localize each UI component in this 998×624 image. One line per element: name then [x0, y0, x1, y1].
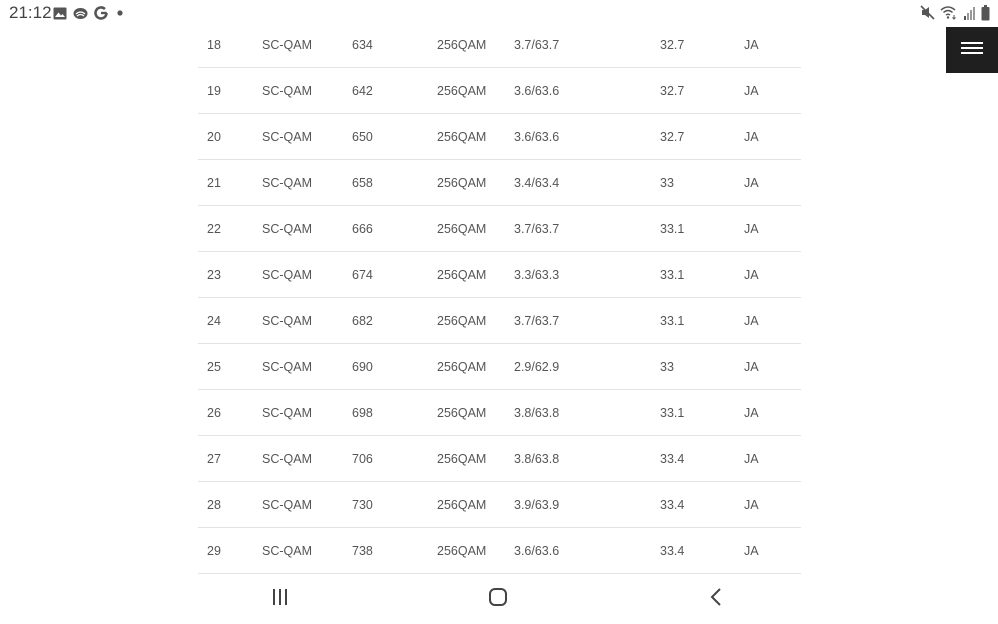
modulation-cell: 256QAM	[437, 114, 514, 160]
snr-cell: 33.4	[660, 482, 744, 528]
snr-cell: 32.7	[660, 22, 744, 68]
mute-icon	[920, 5, 935, 20]
locked-cell: JA	[744, 436, 801, 482]
table-row	[198, 68, 801, 114]
channel-type-cell: SC-QAM	[262, 344, 352, 390]
table-row	[198, 114, 801, 160]
modulation-cell: 256QAM	[437, 206, 514, 252]
channel-id-cell: 28	[198, 482, 262, 528]
snr-cell: 33.4	[660, 528, 744, 574]
locked-cell: JA	[744, 206, 801, 252]
locked-cell: JA	[744, 68, 801, 114]
system-icons	[920, 4, 990, 21]
navigation-bar	[0, 574, 998, 624]
table-row	[198, 390, 801, 436]
channel-id-cell: 18	[198, 22, 262, 68]
channel-type-cell: SC-QAM	[262, 160, 352, 206]
google-icon	[94, 6, 108, 20]
power-level-cell: 3.8/63.8	[514, 390, 660, 436]
back-icon	[709, 587, 723, 612]
frequency-cell: 674	[352, 252, 437, 298]
table-row	[198, 22, 801, 68]
channel-id-cell: 23	[198, 252, 262, 298]
modulation-cell: 256QAM	[437, 298, 514, 344]
power-level-cell: 3.7/63.7	[514, 22, 660, 68]
modulation-cell: 256QAM	[437, 482, 514, 528]
modulation-cell: 256QAM	[437, 68, 514, 114]
home-icon	[488, 587, 508, 612]
table-row	[198, 160, 801, 206]
channel-id-cell: 29	[198, 528, 262, 574]
channel-id-cell: 24	[198, 298, 262, 344]
snr-cell: 33	[660, 344, 744, 390]
frequency-cell: 658	[352, 160, 437, 206]
table-row	[198, 206, 801, 252]
channel-id-cell: 19	[198, 68, 262, 114]
modulation-cell: 256QAM	[437, 390, 514, 436]
channel-type-cell: SC-QAM	[262, 68, 352, 114]
table-row	[198, 528, 801, 574]
channel-type-cell: SC-QAM	[262, 114, 352, 160]
power-level-cell: 3.3/63.3	[514, 252, 660, 298]
home-button[interactable]	[484, 586, 512, 612]
power-level-cell: 3.7/63.7	[514, 298, 660, 344]
channel-id-cell: 20	[198, 114, 262, 160]
modulation-cell: 256QAM	[437, 344, 514, 390]
snr-cell: 32.7	[660, 68, 744, 114]
power-level-cell: 3.6/63.6	[514, 528, 660, 574]
cloud-icon	[73, 7, 88, 20]
channel-type-cell: SC-QAM	[262, 298, 352, 344]
battery-icon	[981, 5, 990, 21]
snr-cell: 33.1	[660, 390, 744, 436]
frequency-cell: 634	[352, 22, 437, 68]
frequency-cell: 706	[352, 436, 437, 482]
locked-cell: JA	[744, 160, 801, 206]
wifi-icon	[940, 5, 958, 20]
frequency-cell: 682	[352, 298, 437, 344]
notification-icons	[53, 5, 126, 21]
locked-cell: JA	[744, 528, 801, 574]
snr-cell: 33.1	[660, 206, 744, 252]
modulation-cell: 256QAM	[437, 436, 514, 482]
channel-type-cell: SC-QAM	[262, 482, 352, 528]
channel-id-cell: 21	[198, 160, 262, 206]
modulation-cell: 256QAM	[437, 22, 514, 68]
status-time: 21:12	[9, 3, 52, 22]
locked-cell: JA	[744, 114, 801, 160]
channel-type-cell: SC-QAM	[262, 390, 352, 436]
snr-cell: 33.1	[660, 252, 744, 298]
menu-button[interactable]	[946, 27, 998, 73]
frequency-cell: 730	[352, 482, 437, 528]
recent-apps-icon	[272, 588, 288, 611]
table-row	[198, 344, 801, 390]
frequency-cell: 666	[352, 206, 437, 252]
channel-id-cell: 25	[198, 344, 262, 390]
frequency-cell: 650	[352, 114, 437, 160]
power-level-cell: 3.8/63.8	[514, 436, 660, 482]
power-level-cell: 3.9/63.9	[514, 482, 660, 528]
back-button[interactable]	[702, 586, 730, 612]
table-row	[198, 482, 801, 528]
channel-id-cell: 22	[198, 206, 262, 252]
frequency-cell: 738	[352, 528, 437, 574]
channel-type-cell: SC-QAM	[262, 206, 352, 252]
signal-icon	[963, 6, 976, 20]
snr-cell: 33.4	[660, 436, 744, 482]
channel-table	[198, 22, 801, 574]
modulation-cell: 256QAM	[437, 528, 514, 574]
power-level-cell: 3.4/63.4	[514, 160, 660, 206]
snr-cell: 33	[660, 160, 744, 206]
recent-apps-button[interactable]	[266, 586, 294, 612]
frequency-cell: 690	[352, 344, 437, 390]
frequency-cell: 698	[352, 390, 437, 436]
power-level-cell: 2.9/62.9	[514, 344, 660, 390]
locked-cell: JA	[744, 344, 801, 390]
channel-id-cell: 26	[198, 390, 262, 436]
snr-cell: 32.7	[660, 114, 744, 160]
power-level-cell: 3.6/63.6	[514, 68, 660, 114]
table-row	[198, 252, 801, 298]
locked-cell: JA	[744, 298, 801, 344]
frequency-cell: 642	[352, 68, 437, 114]
power-level-cell: 3.6/63.6	[514, 114, 660, 160]
channel-type-cell: SC-QAM	[262, 528, 352, 574]
channel-type-cell: SC-QAM	[262, 22, 352, 68]
channel-type-cell: SC-QAM	[262, 436, 352, 482]
modulation-cell: 256QAM	[437, 252, 514, 298]
locked-cell: JA	[744, 482, 801, 528]
channel-type-cell: SC-QAM	[262, 252, 352, 298]
table-row	[198, 436, 801, 482]
locked-cell: JA	[744, 252, 801, 298]
hamburger-menu-icon	[961, 41, 983, 60]
snr-cell: 33.1	[660, 298, 744, 344]
table-row	[198, 298, 801, 344]
locked-cell: JA	[744, 22, 801, 68]
locked-cell: JA	[744, 390, 801, 436]
image-icon	[53, 7, 67, 20]
modulation-cell: 256QAM	[437, 160, 514, 206]
dot-icon	[114, 7, 126, 19]
power-level-cell: 3.7/63.7	[514, 206, 660, 252]
channel-id-cell: 27	[198, 436, 262, 482]
